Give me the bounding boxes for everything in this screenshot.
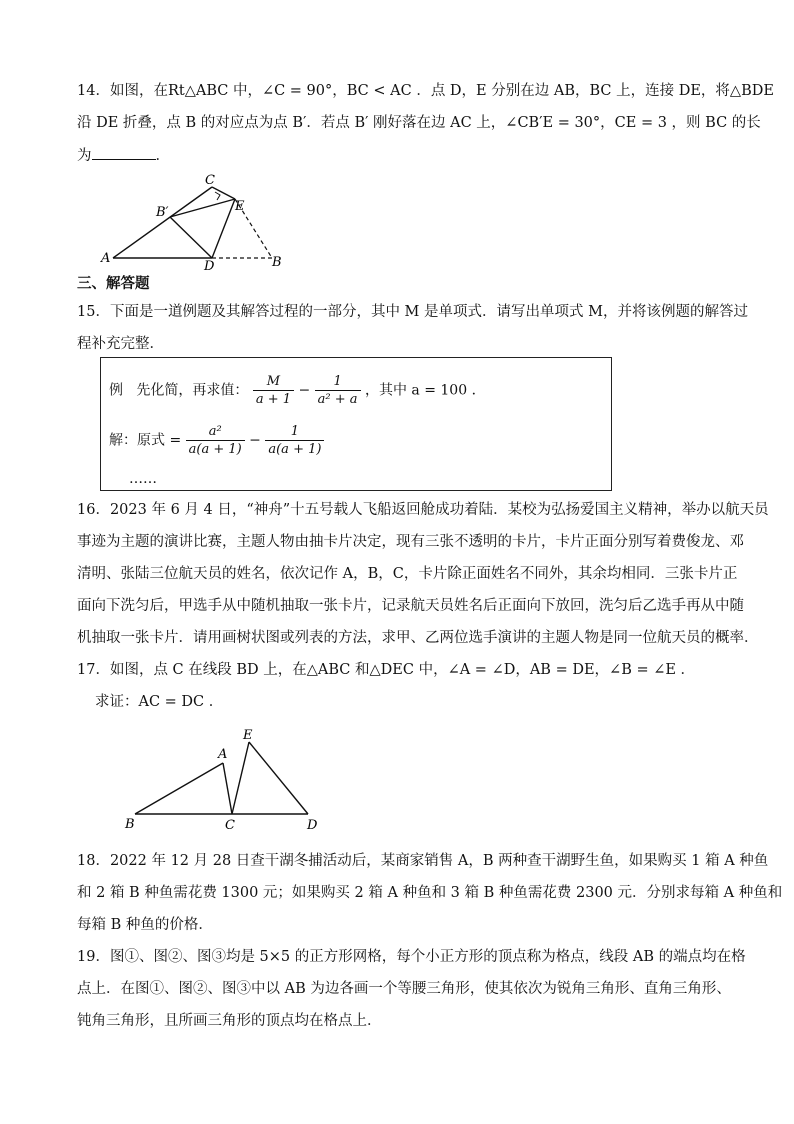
q19-line-3: 钝角三角形，且所画三角形的顶点均在格点上．	[77, 1013, 382, 1029]
q14-label-b: B	[272, 255, 282, 270]
q15-solution-label: 解：原式 =	[109, 432, 182, 449]
q14-line-3	[77, 145, 757, 166]
q17-line-2: 求证：AC = DC ．	[95, 694, 224, 710]
q15-frac1-num: M	[253, 373, 294, 391]
q14-label-e: E	[235, 199, 245, 214]
q18-line-2: 和 2 箱 B 种鱼需花费 1300 元；如果购买 2 箱 A 种鱼和 3 箱 B 种鱼需花费 2300 元．分别求每箱 A 种鱼和	[77, 885, 783, 901]
q14-label-a: A	[101, 251, 111, 266]
q15-frac1-den: a + 1	[255, 392, 291, 407]
q14-line-1: 14．如图，在Rt△ABC 中，∠C = 90°，BC < AC ．点 D，E 分别在边 AB，BC 上，连接 DE，将△BDE	[77, 83, 774, 99]
q14-label-b-prime: B′	[156, 205, 169, 220]
q15-example-prompt: 先化简，再求值：	[136, 382, 249, 399]
q15-fraction-2	[315, 373, 361, 408]
q15-solution-fraction-1	[186, 423, 245, 458]
q16-line-4: 面向下洗匀后，甲选手从中随机抽取一张卡片，记录航天员姓名后正面向下放回，洗匀后乙选手再从中随	[77, 598, 744, 614]
q15-frac2-den: a² + a	[317, 392, 358, 407]
q17-label-a: A	[218, 747, 228, 762]
q16-line-1: 16．2023 年 6 月 4 日，“神舟”十五号载人飞船返回舱成功着陆．某校为弘扬爱国主义精神，举办以航天员	[77, 502, 769, 518]
q15-sfrac2-den: a(a + 1)	[268, 442, 322, 457]
q19-line-2: 点上．在图①、图②、图③中以 AB 为边各画一个等腰三角形，使其依次为锐角三角形、直角三角形、	[77, 981, 731, 997]
q14-label-d: D	[204, 259, 215, 270]
q15-ellipsis: ……	[129, 471, 157, 487]
q15-example-row	[109, 373, 486, 408]
q17-label-c: C	[225, 818, 235, 833]
q17-label-d: D	[307, 818, 318, 833]
q14-answer-suffix: ．	[155, 148, 170, 164]
q15-minus: −	[298, 382, 311, 399]
q15-sfrac1-num: a²	[186, 423, 245, 441]
q15-solution-fraction-2	[265, 423, 324, 458]
q15-line-2: 程补充完整．	[77, 336, 164, 352]
q15-line-1: 15．下面是一道例题及其解答过程的一部分，其中 M 是单项式．请写出单项式 M，并将该例题的解答过	[77, 304, 748, 320]
q15-condition: ，其中 a = 100 ．	[364, 382, 486, 399]
q18-line-1: 18．2022 年 12 月 28 日查干湖冬捕活动后，某商家销售 A，B 两种查干湖野生鱼，如果购买 1 箱 A 种鱼	[77, 853, 769, 869]
q16-line-5: 机抽取一张卡片．请用画树状图或列表的方法，求甲、乙两位选手演讲的主题人物是同一位航天员的概率．	[77, 630, 759, 646]
q17-figure	[115, 728, 330, 833]
q14-label-c: C	[205, 173, 215, 188]
q14-answer-prefix: 为	[77, 148, 92, 164]
q14-figure	[100, 170, 300, 270]
q15-sfrac2-num: 1	[265, 423, 324, 441]
q19-line-1: 19．图①、图②、图③均是 5×5 的正方形网格，每个小正方形的顶点称为格点，线段 AB 的端点均在格	[77, 949, 746, 965]
q15-example-box	[100, 357, 612, 491]
q16-line-2: 事迹为主题的演讲比赛，主题人物由抽卡片决定，现有三张不透明的卡片，卡片正面分别写着费俊龙、邓	[77, 534, 744, 550]
q15-fraction-1	[253, 373, 294, 408]
q14-line-2: 沿 DE 折叠，点 B 的对应点为点 B′．若点 B′ 刚好落在边 AC 上，∠CB′E = 30°，CE = 3 ，则 BC 的长	[77, 115, 761, 131]
q14-answer-blank	[92, 145, 156, 160]
q16-line-3: 清明、张陆三位航天员的姓名，依次记作 A，B，C，卡片除正面姓名不同外，其余均相同．三张卡片正	[77, 566, 738, 582]
q18-line-3: 每箱 B 种鱼的价格．	[77, 917, 213, 933]
section-title: 三、解答题	[77, 276, 150, 292]
q15-example-label: 例	[109, 382, 123, 399]
q17-label-b: B	[125, 817, 135, 832]
q15-solution-row	[109, 423, 324, 458]
q17-label-e: E	[243, 728, 253, 743]
q15-solution-minus: −	[249, 432, 261, 449]
q17-line-1: 17．如图，点 C 在线段 BD 上，在△ABC 和△DEC 中，∠A = ∠D，AB = DE，∠B = ∠E ．	[77, 662, 696, 678]
q15-frac2-num: 1	[315, 373, 361, 391]
q15-sfrac1-den: a(a + 1)	[188, 442, 242, 457]
